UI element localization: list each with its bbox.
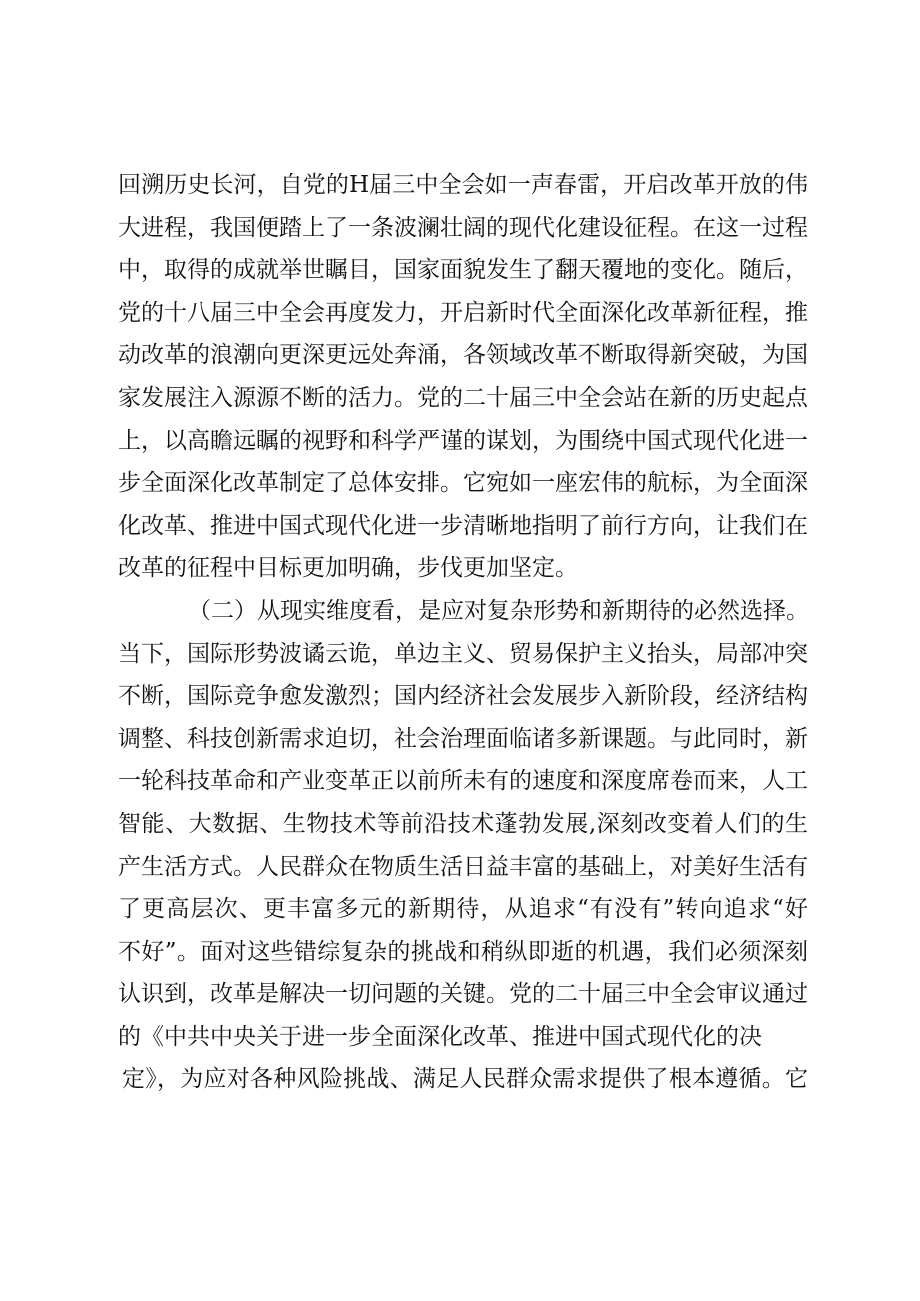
text-line: 党的十八届三中全会再度发力，开启新时代全面深化改革新征程，推 — [118, 299, 808, 326]
text-line: 智能、大数据、生物技术等前沿技术蓬勃发展,深刻改变着人们的生 — [118, 810, 808, 837]
text-line: 产生活方式。人民群众在物质生活日益丰富的基础上，对美好生活有 — [118, 853, 808, 880]
text-line: 的《中共中央关于进一步全面深化改革、推进中国式现代化的决 — [118, 1023, 762, 1050]
text-line: 大进程，我国便踏上了一条波澜壮阔的现代化建设征程。在这一过程 — [118, 214, 808, 241]
text-line: 当下，国际形势波谲云诡，单边主义、贸易保护主义抬头，局部冲突 — [118, 640, 808, 667]
text-line: 一轮科技革命和产业变革正以前所未有的速度和深度席卷而来，人工 — [118, 768, 808, 795]
text-line: 上，以高瞻远瞩的视野和科学严谨的谋划，为围绕中国式现代化进一 — [118, 427, 808, 454]
text-line: 中，取得的成就举世瞩目，国家面貌发生了翻天覆地的变化。随后， — [118, 257, 808, 284]
section-heading: （二）从现实维度看，是应对复杂形势和新期待的必然选择。 — [188, 597, 809, 624]
text-line: 步全面深化改革制定了总体安排。它宛如一座宏伟的航标，为全面深 — [118, 470, 808, 497]
text-line: 定》，为应对各种风险挑战、满足人民群众需求提供了根本遵循。它 — [122, 1066, 808, 1093]
text-line: 化改革、推进中国式现代化进一步清晰地指明了前行方向，让我们在 — [118, 512, 808, 539]
text-line: 调整、科技创新需求迫切，社会治理面临诸多新课题。与此同时，新 — [118, 725, 808, 752]
text-line: 不断，国际竞争愈发激烈；国内经济社会发展步入新阶段，经济结构 — [118, 683, 808, 710]
text-line: 了更高层次、更丰富多元的新期待，从追求“有没有”转向追求“好 — [118, 896, 808, 923]
body-text — [118, 164, 808, 1101]
text-line: 不好”。面对这些错综复杂的挑战和稍纵即逝的机遇，我们必须深刻 — [118, 938, 808, 965]
text-line: 家发展注入源源不断的活力。党的二十届三中全会站在新的历史起点 — [118, 384, 808, 411]
text-line: 改革的征程中目标更加明确，步伐更加坚定。 — [118, 555, 578, 582]
text-line: 动改革的浪潮向更深更远处奔涌，各领域改革不断取得新突破，为国 — [118, 342, 808, 369]
text-line: 认识到，改革是解决一切问题的关键。党的二十届三中全会审议通过 — [118, 981, 808, 1008]
text-line: 回溯历史长河，自党的H届三中全会如一声春雷，开启改革开放的伟 — [118, 172, 808, 198]
